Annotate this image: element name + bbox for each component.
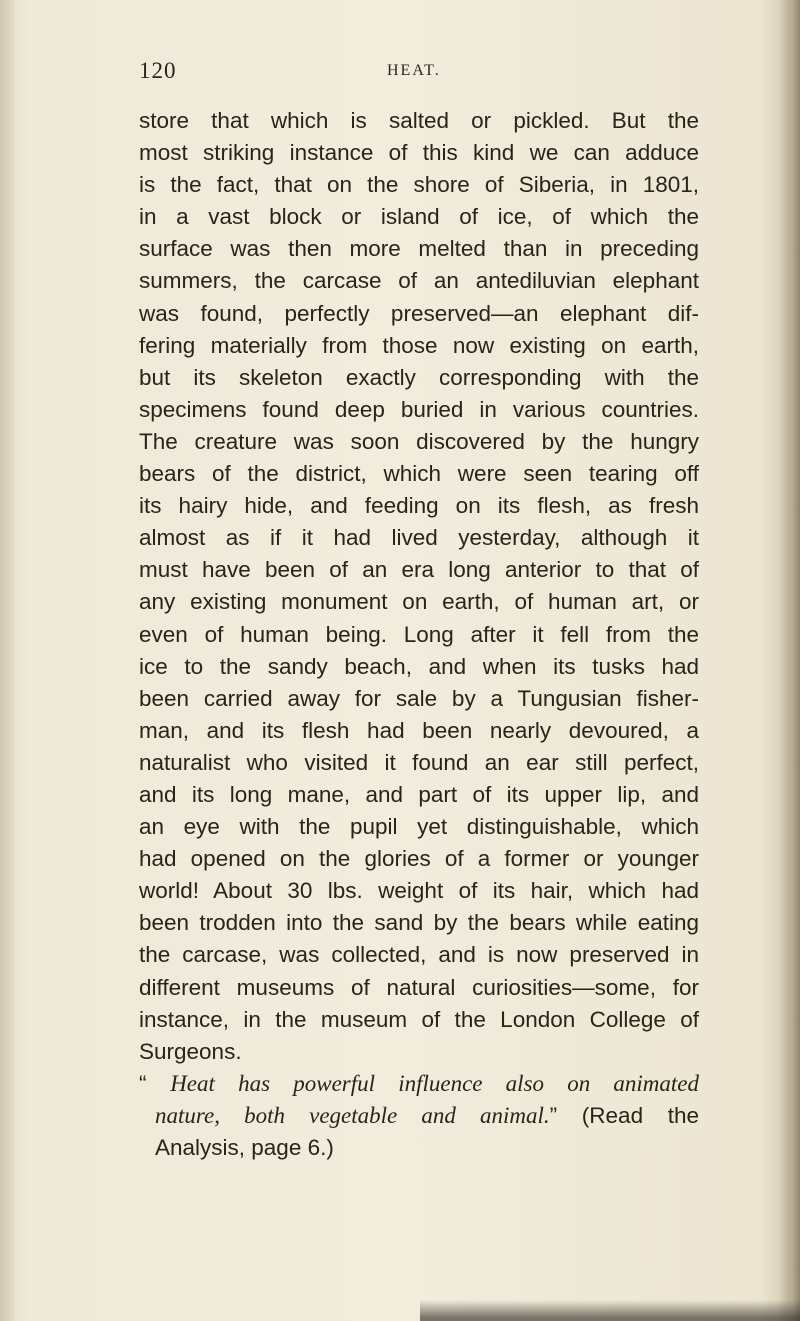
text-line: in a vast block or island of ice, of which the: [139, 204, 699, 230]
page-number: 120: [139, 58, 177, 83]
text-line: its hairy hide, and feeding on its flesh, as fresh: [139, 493, 699, 519]
text-line: been carried away for sale by a Tungusian fisher-: [139, 685, 699, 711]
quote-italic-text: Heat has powerful influence also on animated: [170, 1070, 699, 1096]
text-line: any existing monument on earth, of human art, or: [139, 589, 699, 615]
running-head: HEAT.: [387, 62, 441, 79]
quote-open-mark: “: [139, 1070, 171, 1096]
text-line: but its skeleton exactly corresponding with the: [139, 364, 699, 390]
text-line: naturalist who visited it found an ear still perfect,: [139, 749, 699, 775]
quote-line-2: [139, 1100, 699, 1132]
text-line: most striking instance of this kind we can adduce: [139, 140, 699, 166]
page-header: [139, 58, 699, 88]
text-line: had opened on the glories of a former or younger: [139, 846, 699, 872]
page-left-edge: [0, 0, 14, 1321]
page-right-edge: [778, 0, 800, 1321]
text-line: been trodden into the sand by the bears while eating: [139, 910, 699, 936]
body-text: [139, 105, 699, 1164]
text-line: man, and its flesh had been nearly devoured, a: [139, 717, 699, 743]
quote-line-3: Analysis, page 6.): [155, 1135, 334, 1160]
text-line: ice to the sandy beach, and when its tusks had: [139, 653, 699, 679]
quote-close-mark: ”: [549, 1102, 558, 1128]
text-line: surface was then more melted than in preceding: [139, 236, 699, 262]
text-line: an eye with the pupil yet distinguishable, which: [139, 814, 699, 840]
text-line: specimens found deep buried in various countries.: [139, 396, 699, 422]
text-line: world! About 30 lbs. weight of its hair, which had: [139, 878, 699, 904]
text-line: and its long mane, and part of its upper lip, and: [139, 781, 699, 807]
text-line: almost as if it had lived yesterday, although it: [139, 525, 699, 551]
quote-reference: (Read the: [557, 1102, 699, 1128]
text-line: even of human being. Long after it fell from the: [139, 621, 699, 647]
text-line: must have been of an era long anterior to that of: [139, 557, 699, 583]
text-line: the carcase, was collected, and is now preserved in: [139, 942, 699, 968]
text-line: instance, in the museum of the London College of: [139, 1006, 699, 1032]
text-line: fering materially from those now existing on earth,: [139, 332, 699, 358]
quote-line-1: [139, 1068, 699, 1100]
text-line: store that which is salted or pickled. But the: [139, 108, 699, 133]
text-line: different museums of natural curiosities—some, for: [139, 974, 699, 1000]
text-line: bears of the district, which were seen tearing off: [139, 461, 699, 487]
text-line: is the fact, that on the shore of Siberia, in 1801,: [139, 172, 699, 198]
text-line: summers, the carcase of an antediluvian elephant: [139, 268, 699, 294]
text-line: The creature was soon discovered by the hungry: [139, 428, 699, 454]
quote-italic-text: nature, both vegetable and animal.: [155, 1102, 550, 1128]
text-line: was found, perfectly preserved—an elephant dif-: [139, 300, 699, 326]
page-bottom-shadow: [420, 1300, 800, 1321]
text-line: Surgeons.: [139, 1038, 242, 1064]
